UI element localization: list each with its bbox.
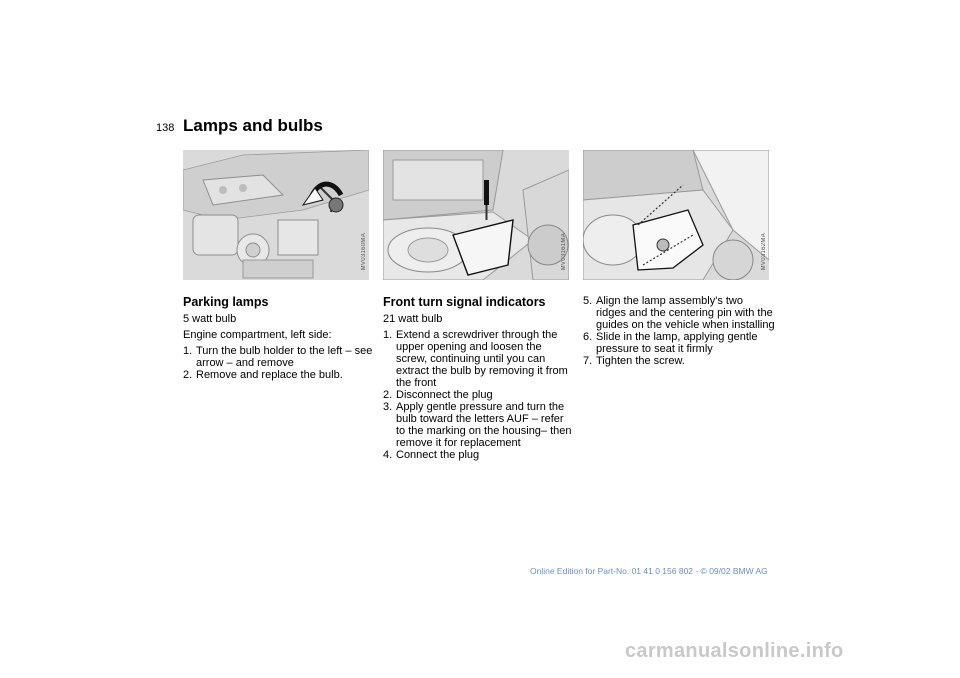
footer-edition: Online Edition for Part-No. 01 41 0 156 802 - © 09/02 BMW AG [530, 566, 768, 576]
figure-code: MV03160MA [361, 232, 367, 270]
list-item: 3. Apply gentle pressure and turn the bulb toward the letters AUF – refer to the marking on the housing– then remove it for replacement [383, 401, 572, 449]
list-item: 5. Align the lamp assembly's two ridges and the centering pin with the guides on the vehicle when installing [583, 295, 775, 331]
turn-signal-heading: Front turn signal indicators [383, 295, 546, 309]
turn-signal-removal-figure [383, 150, 569, 280]
parking-lamps-section [183, 295, 375, 381]
list-item: 7. Tighten the screw. [583, 355, 685, 367]
turn-steps [383, 329, 575, 461]
list-item: 6. Slide in the lamp, applying gentle pressure to seat it firmly [583, 331, 758, 355]
engine-compartment-figure [183, 150, 369, 280]
lamp-installation-figure [583, 150, 769, 280]
list-item: 2. Disconnect the plug [383, 389, 493, 401]
parking-bulb-spec: 5 watt bulb [183, 313, 237, 325]
list-item: 1. Extend a screwdriver through the upper opening and loosen the screw, continuing until you can extract the bulb by removing it from the front [383, 329, 568, 389]
page-title: Lamps and bulbs [183, 116, 323, 135]
list-item: 2. Remove and replace the bulb. [183, 369, 343, 381]
figure-code: MV03162MA [761, 232, 767, 270]
parking-location: Engine compartment, left side: [183, 329, 332, 341]
parking-lamps-heading: Parking lamps [183, 295, 269, 309]
turn-bulb-spec: 21 watt bulb [383, 313, 443, 325]
watermark: carmanualsonline.info [625, 640, 844, 662]
installation-section [583, 295, 775, 367]
turn-signal-section [383, 295, 575, 461]
list-item: 4. Connect the plug [383, 449, 480, 461]
install-steps [583, 295, 775, 367]
list-item: 1. Turn the bulb holder to the left – see arrow – and remove [183, 345, 373, 369]
page-number: 138 [156, 122, 175, 134]
figure-code: MV03161MA [561, 232, 567, 270]
parking-steps [183, 345, 375, 381]
